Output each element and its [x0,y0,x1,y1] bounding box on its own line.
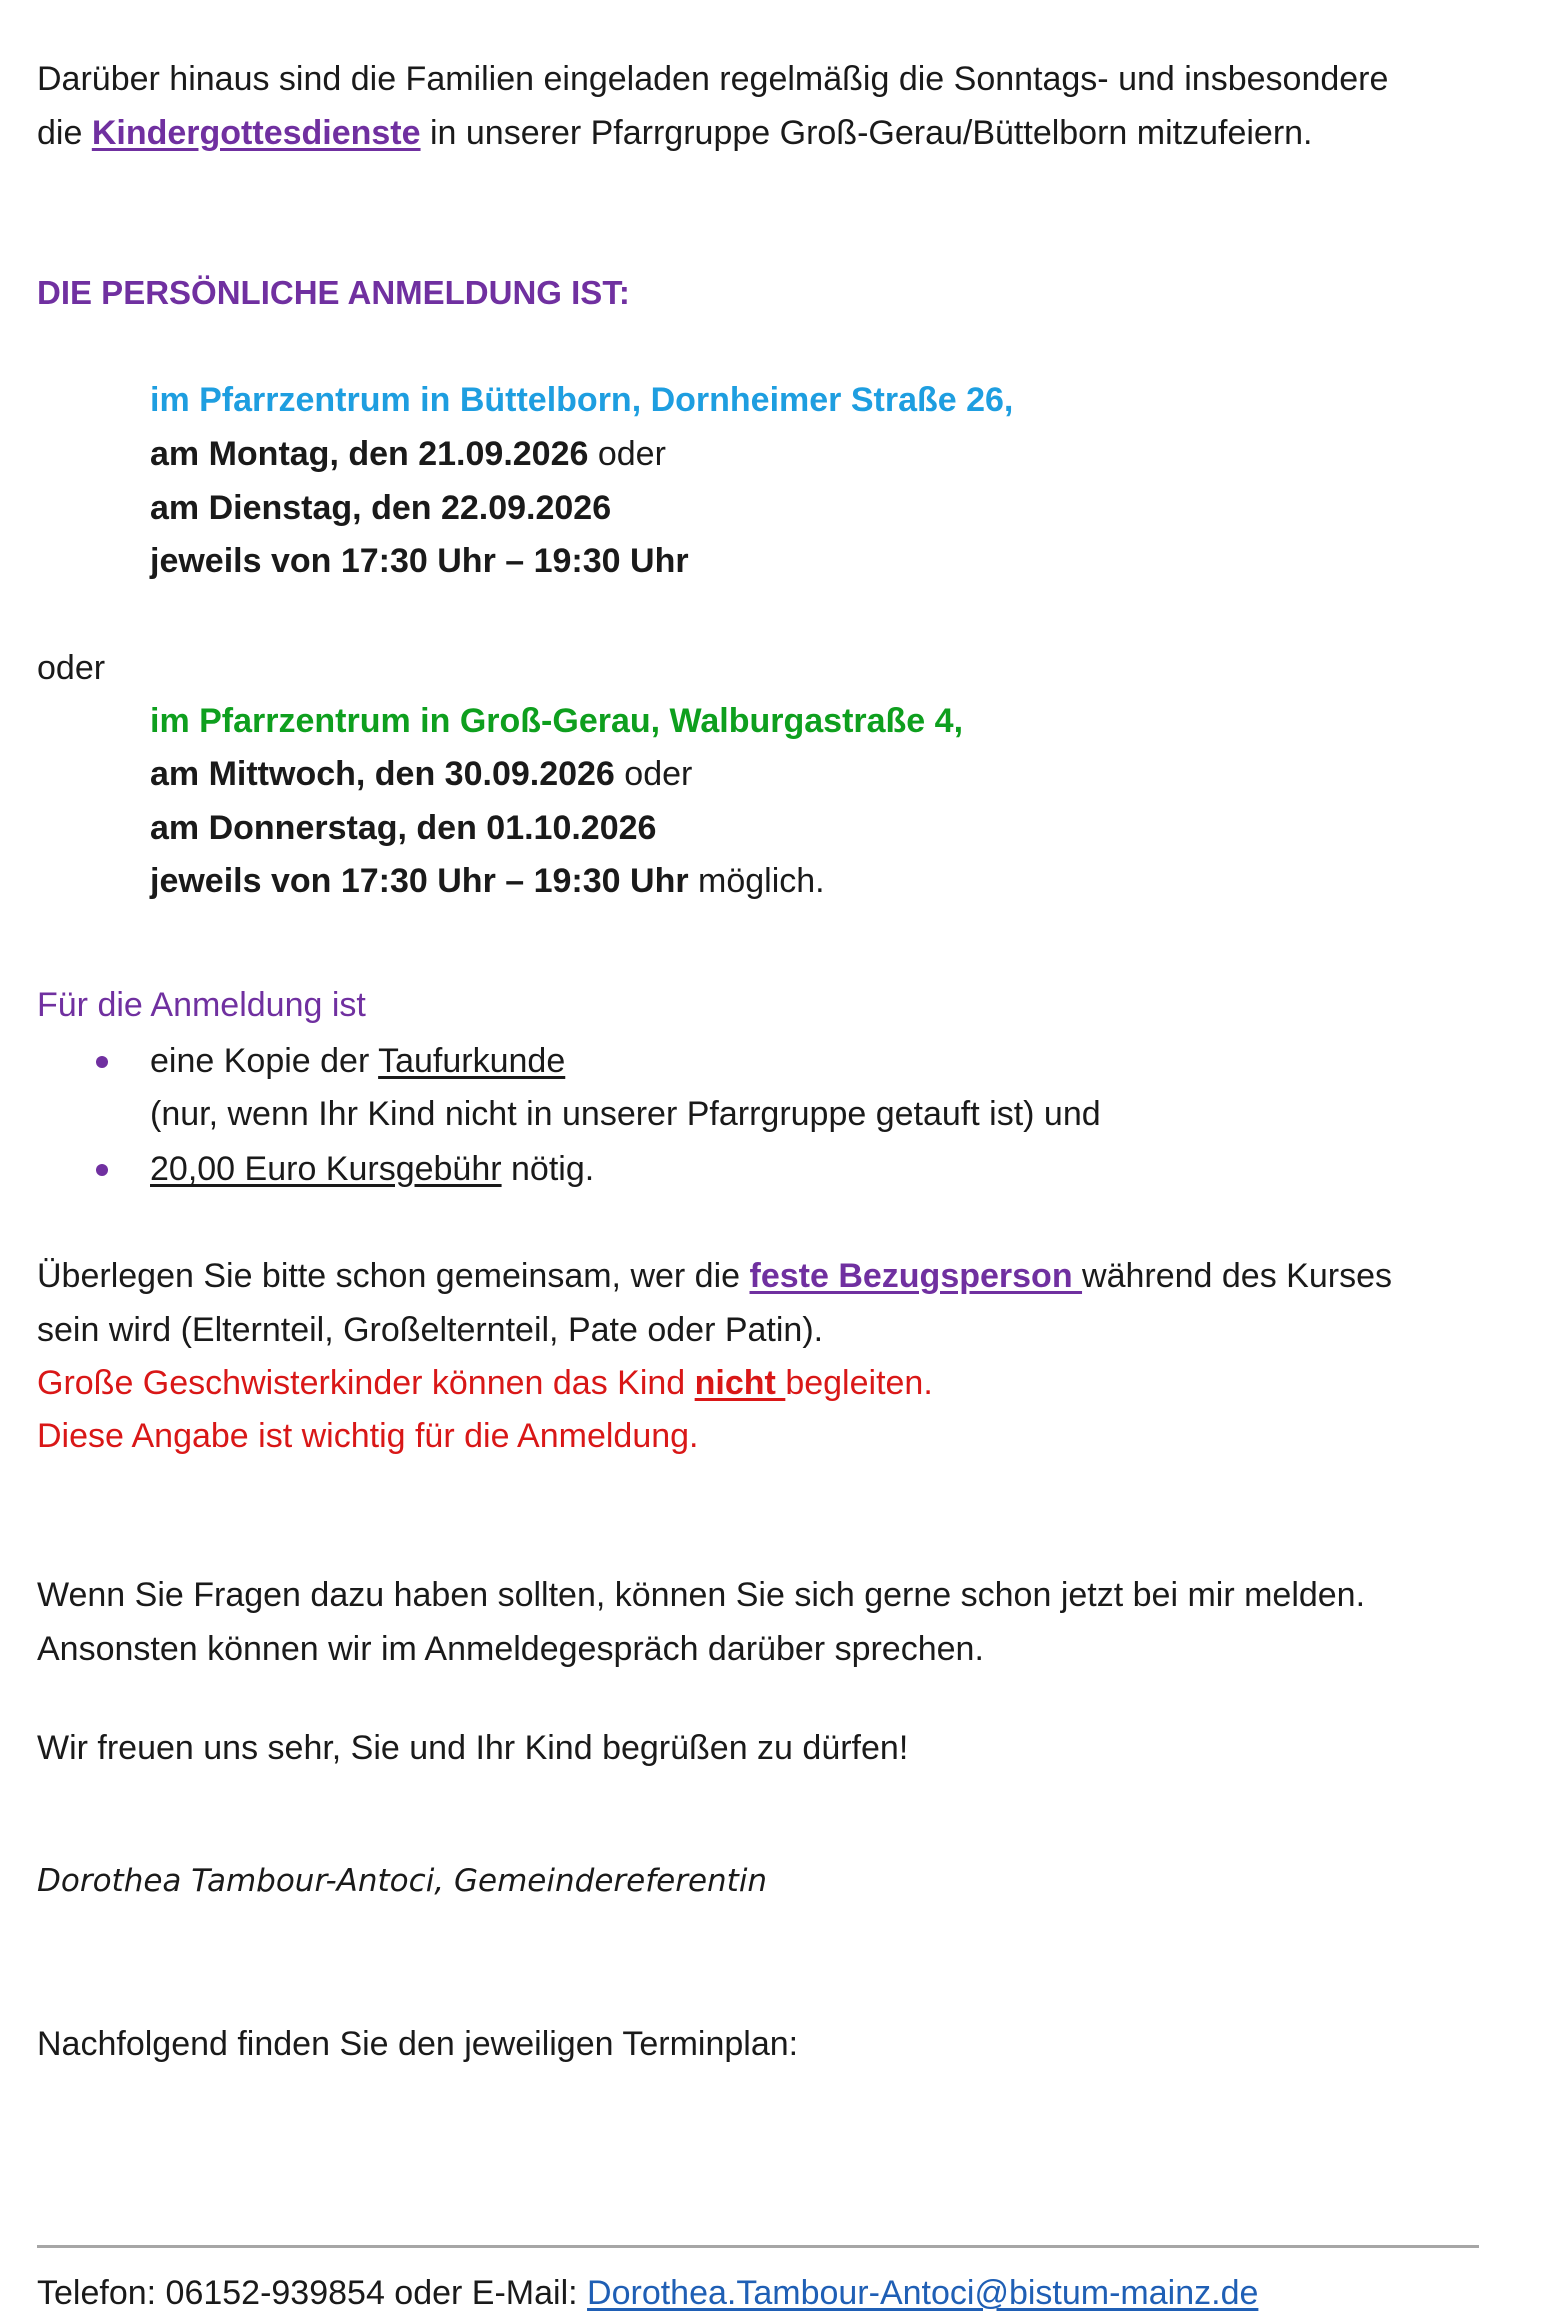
signature: Dorothea Tambour-Antoci, Gemeindereferentin [37,1863,768,1899]
or-separator: oder [37,649,106,687]
requirements-item-1 [150,1044,565,1078]
closing-line-2: Ansonsten können wir im Anmeldegespräch darüber sprechen. [37,1630,984,1668]
footer-divider [37,2245,1479,2248]
guardian-line-3-pre: Große Geschwisterkinder können das Kind [37,1364,695,1402]
location1-date1-suffix: oder [588,435,666,473]
location1-date1-text: am Montag, den 21.09.2026 [150,435,589,473]
bullet-icon [96,1164,108,1176]
footer-contact-pre: Telefon: 06152-939854 oder E-Mail: [37,2274,588,2312]
nicht-emphasis: nicht [694,1364,786,1402]
feste-bezugsperson-link[interactable]: feste Bezugsperson [749,1257,1083,1295]
intro-line-2-post: in unserer Pfarrgruppe Groß-Gerau/Büttelborn mitzufeiern. [420,114,1313,152]
requirements-item-1-pre: eine Kopie der [150,1042,379,1080]
closing-line-1: Wenn Sie Fragen dazu haben sollten, können Sie sich gerne schon jetzt bei mir melden. [37,1576,1366,1614]
location2-date1-suffix: oder [614,755,693,793]
intro-line-1: Darüber hinaus sind die Familien eingeladen regelmäßig die Sonntags- und insbesondere [37,60,1389,98]
footer-contact [37,2276,1258,2310]
guardian-line-1-post: während des Kurses [1082,1257,1392,1295]
bullet-icon [96,1056,108,1068]
location1-place: im Pfarrzentrum in Büttelborn, Dornheimer Straße 26, [150,381,1014,419]
guardian-line-3 [37,1366,933,1400]
registration-heading: DIE PERSÖNLICHE ANMELDUNG IST: [37,274,630,311]
location1-date1 [150,437,666,471]
followup-line: Nachfolgend finden Sie den jeweiligen Terminplan: [37,2025,799,2063]
location2-time-suffix: möglich. [688,862,825,900]
guardian-line-1 [37,1259,1392,1293]
requirements-item-1-note: (nur, wenn Ihr Kind nicht in unserer Pfarrgruppe getauft ist) und [150,1095,1101,1133]
taufurkunde-link[interactable]: Taufurkunde [378,1042,566,1080]
guardian-line-3-post: begleiten. [785,1364,933,1402]
location2-place: im Pfarrzentrum in Groß-Gerau, Walburgastraße 4, [150,702,964,740]
requirements-item-2-post: nötig. [501,1150,595,1188]
guardian-line-1-pre: Überlegen Sie bitte schon gemeinsam, wer die [37,1257,750,1295]
kursgebuehr-link[interactable]: 20,00 Euro Kursgebühr [150,1150,502,1188]
location1-date2: am Dienstag, den 22.09.2026 [150,489,612,527]
location2-time-text: jeweils von 17:30 Uhr – 19:30 Uhr [150,862,689,900]
intro-line-2 [37,116,1313,150]
guardian-line-4: Diese Angabe ist wichtig für die Anmeldung. [37,1417,699,1455]
intro-line-2-pre: die [37,114,92,152]
requirements-intro: Für die Anmeldung ist [37,986,366,1024]
guardian-line-2: sein wird (Elternteil, Großelternteil, Pate oder Patin). [37,1311,824,1349]
location2-date1-text: am Mittwoch, den 30.09.2026 [150,755,615,793]
location2-time [150,864,825,898]
email-link[interactable]: Dorothea.Tambour-Antoci@bistum-mainz.de [587,2274,1259,2312]
location2-date1 [150,757,692,791]
location1-time: jeweils von 17:30 Uhr – 19:30 Uhr [150,542,689,580]
location2-date2: am Donnerstag, den 01.10.2026 [150,809,657,847]
closing-line-3: Wir freuen uns sehr, Sie und Ihr Kind begrüßen zu dürfen! [37,1729,909,1767]
kindergottesdienste-link[interactable]: Kindergottesdienste [91,114,421,152]
requirements-item-2 [150,1152,594,1186]
